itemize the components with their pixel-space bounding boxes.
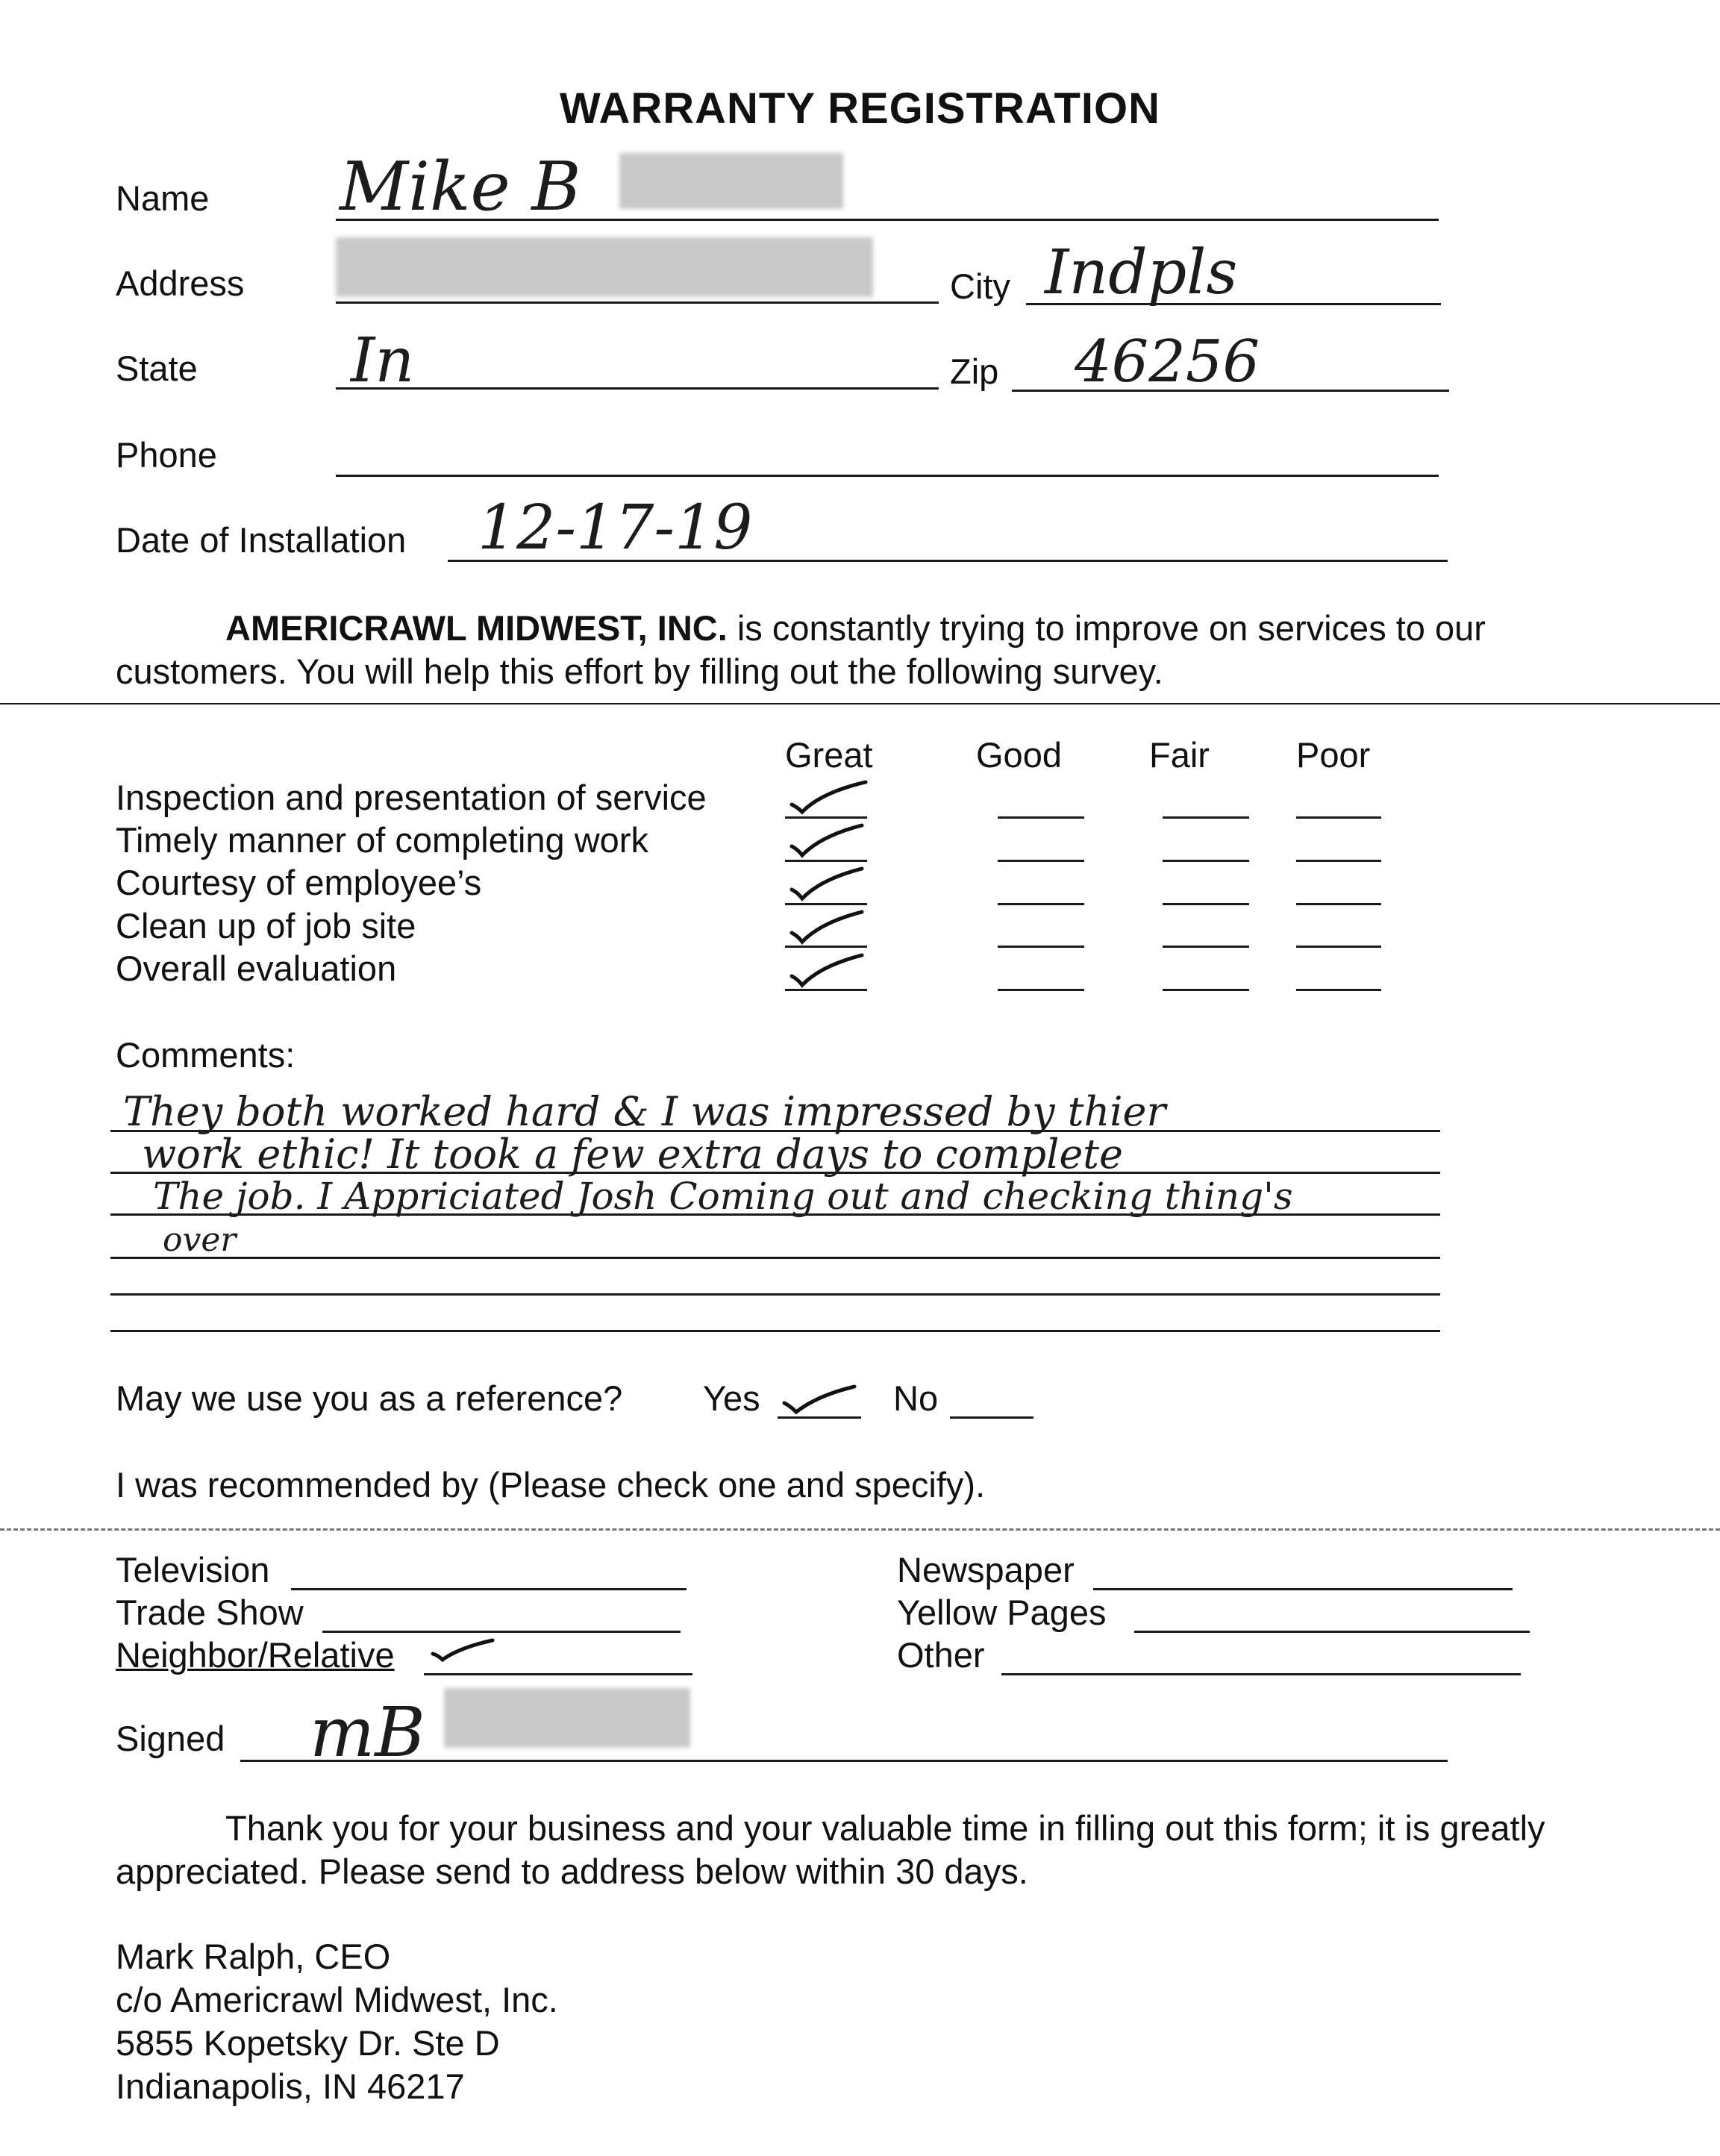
recommended-prompt: I was recommended by (Please check one and specify). [116, 1465, 986, 1504]
address-line: Indianapolis, IN 46217 [116, 2066, 465, 2106]
rating-blank[interactable] [1296, 989, 1381, 991]
form-title: WARRANTY REGISTRATION [559, 84, 1161, 133]
intro-line-1-rest: is constantly trying to improve on services to our [737, 608, 1486, 648]
comment-rule [110, 1330, 1440, 1332]
col-good: Good [976, 735, 1062, 775]
survey-row-label: Inspection and presentation of service [116, 778, 707, 817]
phone-label: Phone [116, 435, 217, 475]
survey-row-label: Courtesy of employee’s [116, 863, 482, 902]
address-line: 5855 Kopetsky Dr. Ste D [116, 2023, 500, 2063]
rating-blank[interactable] [998, 989, 1084, 991]
option-yellow-pages: Yellow Pages [897, 1593, 1107, 1632]
signature-value[interactable]: mB [310, 1693, 425, 1772]
closing-line-1: Thank you for your business and your valuable time in filling out this form; it is greatly [225, 1808, 1545, 1848]
reference-no-label: No [893, 1378, 939, 1418]
option-other-blank[interactable] [1001, 1673, 1521, 1675]
intro-line-2: customers. You will help this effort by filling out the following survey. [116, 652, 1163, 691]
signed-label: Signed [116, 1719, 225, 1758]
checkmark-icon [787, 949, 869, 990]
signature-redaction [444, 1688, 690, 1748]
closing-line-2: appreciated. Please send to address below within 30 days. [116, 1852, 1028, 1891]
col-fair: Fair [1149, 735, 1210, 775]
address-label: Address [116, 263, 245, 303]
date-label: Date of Installation [116, 520, 407, 560]
checkmark-icon [787, 906, 869, 947]
state-line [336, 387, 939, 390]
reference-no-blank[interactable] [950, 1416, 1033, 1419]
state-value[interactable]: In [351, 325, 415, 396]
phone-line [336, 475, 1439, 477]
rating-blank[interactable] [998, 946, 1084, 948]
rating-blank[interactable] [1296, 903, 1381, 905]
city-label: City [950, 266, 1010, 306]
zip-value[interactable]: 46256 [1075, 328, 1260, 396]
name-line [336, 219, 1439, 221]
checkmark-icon [429, 1633, 496, 1666]
option-neighbor-relative: Neighbor/Relative [116, 1635, 395, 1675]
signature-line [240, 1760, 1448, 1762]
zip-label: Zip [950, 351, 999, 391]
reference-yes-label: Yes [703, 1378, 760, 1418]
intro-line-1 [225, 610, 1613, 646]
comment-line[interactable]: They both worked hard & I was impressed by thier [123, 1088, 1166, 1135]
survey-row-label: Clean up of job site [116, 906, 416, 946]
name-value[interactable]: Mike B [340, 148, 581, 226]
rating-blank[interactable] [1163, 946, 1249, 948]
checkmark-icon [787, 863, 869, 904]
comment-rule [110, 1293, 1440, 1296]
option-trade-show-blank[interactable] [322, 1631, 681, 1633]
name-label: Name [116, 178, 210, 218]
option-television-blank[interactable] [291, 1588, 687, 1590]
comment-line[interactable]: The job. I Appriciated Josh Coming out and checking thing's [153, 1175, 1293, 1218]
comment-line[interactable]: over [163, 1221, 237, 1259]
address-line: Mark Ralph, CEO [116, 1937, 391, 1976]
rating-blank[interactable] [1163, 860, 1249, 862]
rating-blank[interactable] [1296, 816, 1381, 819]
rating-blank[interactable] [1163, 903, 1249, 905]
date-line [448, 560, 1448, 562]
zip-line [1012, 390, 1449, 392]
name-redaction [619, 153, 843, 209]
section-divider [0, 703, 1720, 704]
state-label: State [116, 349, 198, 388]
option-newspaper: Newspaper [897, 1550, 1075, 1590]
rating-blank[interactable] [998, 903, 1084, 905]
survey-row-label: Overall evaluation [116, 949, 397, 988]
section-divider [0, 1528, 1720, 1531]
rating-blank[interactable] [998, 816, 1084, 819]
comment-rule [110, 1213, 1440, 1216]
survey-row-label: Timely manner of completing work [116, 820, 648, 860]
comments-label: Comments: [116, 1035, 295, 1075]
checkmark-icon [787, 776, 869, 817]
option-other: Other [897, 1635, 985, 1675]
checkmark-icon [780, 1381, 862, 1418]
option-trade-show: Trade Show [116, 1593, 304, 1632]
comment-line[interactable]: work ethic! It took a few extra days to complete [142, 1131, 1123, 1178]
option-newspaper-blank[interactable] [1093, 1588, 1513, 1590]
col-great: Great [785, 735, 873, 775]
comment-rule [110, 1130, 1440, 1132]
reference-question: May we use you as a reference? [116, 1378, 623, 1418]
option-television: Television [116, 1550, 270, 1590]
rating-blank[interactable] [998, 860, 1084, 862]
rating-blank[interactable] [1163, 816, 1249, 819]
company-name: AMERICRAWL MIDWEST, INC. [225, 608, 728, 648]
city-value[interactable]: Indpls [1045, 237, 1238, 308]
address-line: c/o Americrawl Midwest, Inc. [116, 1980, 558, 2019]
date-value[interactable]: 12-17-19 [478, 493, 753, 563]
comment-rule [110, 1172, 1440, 1174]
rating-blank[interactable] [1296, 860, 1381, 862]
option-yellow-pages-blank[interactable] [1134, 1631, 1530, 1633]
option-neighbor-relative-blank[interactable] [424, 1673, 692, 1675]
address-redaction [336, 237, 873, 297]
comment-rule [110, 1257, 1440, 1259]
address-line [336, 301, 939, 304]
city-line [1026, 303, 1441, 305]
rating-blank[interactable] [1296, 946, 1381, 948]
checkmark-icon [787, 819, 869, 860]
col-poor: Poor [1296, 735, 1371, 775]
rating-blank[interactable] [1163, 989, 1249, 991]
